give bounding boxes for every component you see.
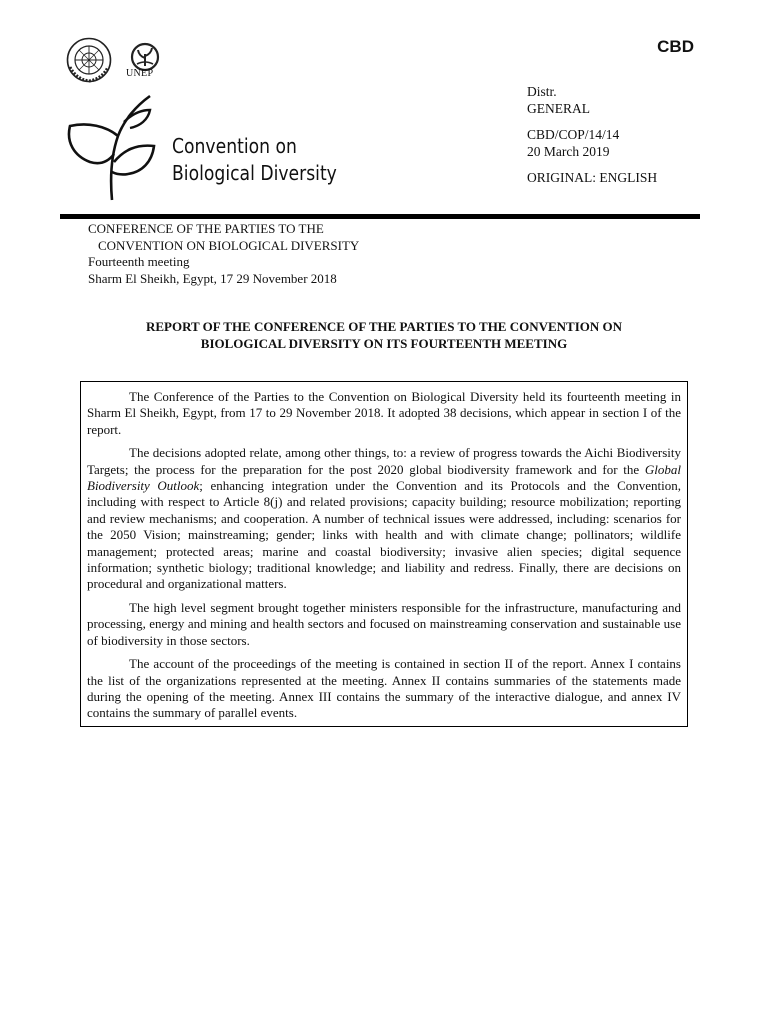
cbd-plant-logo-icon	[62, 92, 158, 204]
summary-paragraph-2-part-a: The decisions adopted relate, among other things, to: a review of progress towards the Aichi Biodiversity Targets; the process for the preparation for the post 2020 global biodiversity framework and for the	[87, 445, 681, 477]
summary-paragraph-2-part-b: ; enhancing integration under the Convention and its Protocols and the Convention, including with respect to Article 8(j) and related provisions; capacity building; resource mobilization; reporting and review mechanisms; and cooperation. A number of technical issues were addressed, including: scenarios for the 2050 Vision; mainstreaming; gender; links with health and with climate change; pollinators; wildlife management; protected areas; marine and coastal biodiversity; invasive alien species; digital sequence information; synthetic biology; traditional knowledge; and liability and redress. Finally, there are decisions on procedural and organizational matters.	[87, 478, 681, 592]
document-symbol: CBD/COP/14/14	[527, 127, 620, 142]
document-metadata	[527, 84, 657, 187]
summary-box	[80, 381, 688, 727]
summary-paragraph-3: The high level segment brought together ministers responsible for the infrastructure, manufacturing and processing, energy and mining and health sectors and focused on mainstreaming conservation and sustainable use of biodiversity in those sectors.	[87, 599, 681, 648]
convention-name-line1: Convention on	[172, 134, 297, 158]
summary-paragraph-1: The Conference of the Parties to the Convention on Biological Diversity held its fourteenth meeting in Sharm El Sheikh, Egypt, from 17 to 29 November 2018. It adopted 38 decisions, which appear in section I of the report.	[87, 389, 681, 437]
report-title-line1: REPORT OF THE CONFERENCE OF THE PARTIES TO THE CONVENTION ON	[145, 319, 623, 334]
un-emblem-icon	[66, 37, 112, 83]
conference-line2: CONVENTION ON BIOLOGICAL DIVERSITY	[98, 237, 360, 253]
distribution-value: GENERAL	[527, 100, 590, 116]
summary-paragraph-2	[87, 445, 681, 593]
meeting-number: Fourteenth meeting	[88, 254, 190, 269]
report-title	[80, 318, 688, 352]
convention-name	[172, 133, 337, 187]
conference-heading	[88, 221, 359, 287]
header-rule	[60, 214, 700, 219]
distr-label: Distr.	[527, 84, 557, 99]
cbd-mark: CBD	[657, 37, 694, 56]
meeting-place-dates: Sharm El Sheikh, Egypt, 17 29 November 2018	[88, 270, 337, 286]
convention-name-line2: Biological Diversity	[172, 161, 337, 185]
report-title-line2: BIOLOGICAL DIVERSITY ON ITS FOURTEENTH MEETING	[200, 336, 568, 351]
gbo-title: Global Biodiversity Outlook	[87, 461, 681, 494]
conference-line1: CONFERENCE OF THE PARTIES TO THE	[88, 221, 324, 236]
summary-paragraph-4: The account of the proceedings of the meeting is contained in section II of the report. Annex I contains the list of the organizations represented at the meeting. Annex II contains summaries of the statements made during the opening of the meeting. Annex III contains the summary of the interactive dialogue, and annex IV contains the summary of parallel events.	[87, 656, 681, 721]
unep-label: UNEP	[126, 68, 154, 79]
original-language: ORIGINAL: ENGLISH	[527, 170, 658, 185]
document-date: 20 March 2019	[527, 143, 610, 159]
